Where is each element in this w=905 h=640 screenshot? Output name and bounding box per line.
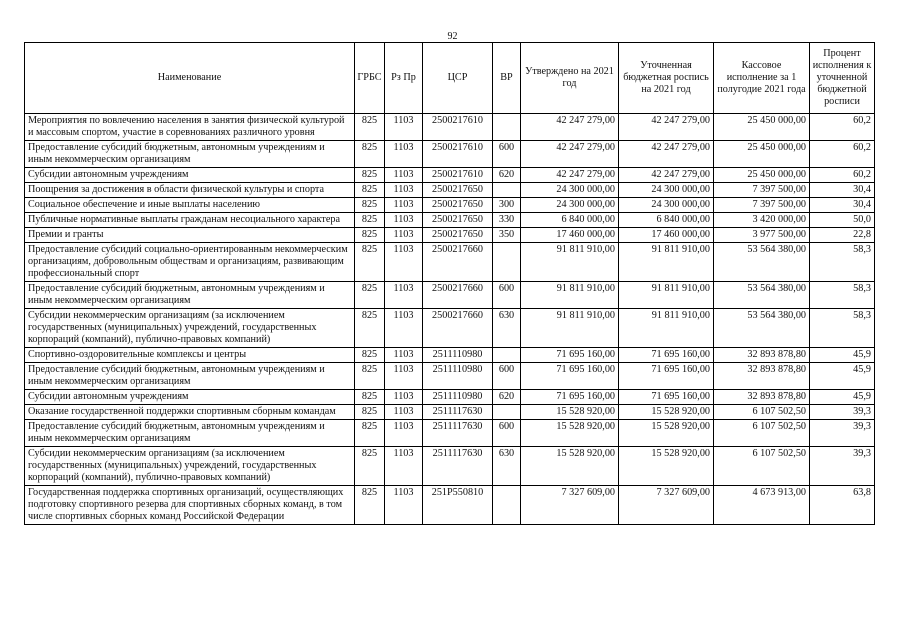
row-grbs: 825 (355, 486, 385, 525)
row-cash: 7 397 500,00 (714, 198, 810, 213)
row-percent: 45,9 (810, 348, 875, 363)
row-name: Оказание государственной поддержки спортивным сборным командам (25, 405, 355, 420)
row-name: Спортивно-оздоровительные комплексы и центры (25, 348, 355, 363)
row-refined: 15 528 920,00 (619, 420, 714, 447)
row-cash: 32 893 878,80 (714, 363, 810, 390)
row-cash: 25 450 000,00 (714, 114, 810, 141)
row-vr (493, 243, 521, 282)
row-csr: 2500217610 (423, 114, 493, 141)
row-percent: 39,3 (810, 447, 875, 486)
row-grbs: 825 (355, 309, 385, 348)
row-grbs: 825 (355, 420, 385, 447)
table-row (25, 228, 875, 243)
row-percent: 45,9 (810, 390, 875, 405)
row-refined: 42 247 279,00 (619, 168, 714, 183)
row-vr: 620 (493, 390, 521, 405)
table-row (25, 213, 875, 228)
row-approved: 15 528 920,00 (521, 420, 619, 447)
table-row (25, 309, 875, 348)
table-row (25, 183, 875, 198)
row-refined: 91 811 910,00 (619, 282, 714, 309)
row-name: Государственная поддержка спортивных организаций, осуществляющих подготовку спортивного резерва для спортивных сборных команд, в том числе спортивных сборных команд Российской Федерации (25, 486, 355, 525)
row-rzpr: 1103 (385, 405, 423, 420)
row-name: Предоставление субсидий бюджетным, автономным учреждениям и иным некоммерческим организациям (25, 363, 355, 390)
row-csr: 2511117630 (423, 447, 493, 486)
header-vr: ВР (493, 43, 521, 114)
row-csr: 2500217650 (423, 213, 493, 228)
row-approved: 71 695 160,00 (521, 348, 619, 363)
row-cash: 7 397 500,00 (714, 183, 810, 198)
row-refined: 24 300 000,00 (619, 183, 714, 198)
row-approved: 24 300 000,00 (521, 183, 619, 198)
row-refined: 91 811 910,00 (619, 243, 714, 282)
row-name: Субсидии автономным учреждениям (25, 168, 355, 183)
row-percent: 22,8 (810, 228, 875, 243)
row-vr (493, 405, 521, 420)
row-vr: 600 (493, 282, 521, 309)
row-grbs: 825 (355, 390, 385, 405)
row-grbs: 825 (355, 114, 385, 141)
row-percent: 60,2 (810, 168, 875, 183)
row-cash: 25 450 000,00 (714, 168, 810, 183)
header-refined: Уточненная бюджетная роспись на 2021 год (619, 43, 714, 114)
row-grbs: 825 (355, 213, 385, 228)
table-row (25, 198, 875, 213)
header-csr: ЦСР (423, 43, 493, 114)
row-cash: 53 564 380,00 (714, 282, 810, 309)
row-approved: 42 247 279,00 (521, 141, 619, 168)
row-cash: 6 107 502,50 (714, 405, 810, 420)
row-percent: 39,3 (810, 420, 875, 447)
row-approved: 71 695 160,00 (521, 390, 619, 405)
row-rzpr: 1103 (385, 198, 423, 213)
row-csr: 2511110980 (423, 348, 493, 363)
row-approved: 17 460 000,00 (521, 228, 619, 243)
header-name: Наименование (25, 43, 355, 114)
row-rzpr: 1103 (385, 309, 423, 348)
row-approved: 24 300 000,00 (521, 198, 619, 213)
row-vr: 330 (493, 213, 521, 228)
row-grbs: 825 (355, 348, 385, 363)
row-csr: 2500217610 (423, 168, 493, 183)
row-approved: 71 695 160,00 (521, 363, 619, 390)
row-vr (493, 486, 521, 525)
row-name: Социальное обеспечение и иные выплаты населению (25, 198, 355, 213)
table-row (25, 348, 875, 363)
row-percent: 58,3 (810, 309, 875, 348)
table-row (25, 243, 875, 282)
row-cash: 32 893 878,80 (714, 390, 810, 405)
row-rzpr: 1103 (385, 447, 423, 486)
row-approved: 91 811 910,00 (521, 243, 619, 282)
row-csr: 2511110980 (423, 363, 493, 390)
row-percent: 45,9 (810, 363, 875, 390)
row-refined: 71 695 160,00 (619, 390, 714, 405)
row-rzpr: 1103 (385, 390, 423, 405)
row-vr: 630 (493, 447, 521, 486)
row-refined: 91 811 910,00 (619, 309, 714, 348)
row-refined: 71 695 160,00 (619, 348, 714, 363)
row-percent: 60,2 (810, 114, 875, 141)
row-name: Мероприятия по вовлечению населения в занятия физической культурой и массовым спортом, участие в соревнованиях различного уровня (25, 114, 355, 141)
row-name: Предоставление субсидий бюджетным, автономным учреждениям и иным некоммерческим организациям (25, 282, 355, 309)
row-csr: 2500217650 (423, 228, 493, 243)
table-row (25, 447, 875, 486)
row-csr: 2500217650 (423, 183, 493, 198)
row-cash: 53 564 380,00 (714, 243, 810, 282)
row-percent: 58,3 (810, 282, 875, 309)
row-rzpr: 1103 (385, 114, 423, 141)
table-row (25, 486, 875, 525)
row-rzpr: 1103 (385, 183, 423, 198)
row-grbs: 825 (355, 447, 385, 486)
row-grbs: 825 (355, 198, 385, 213)
row-percent: 60,2 (810, 141, 875, 168)
row-approved: 15 528 920,00 (521, 405, 619, 420)
row-vr (493, 183, 521, 198)
row-approved: 6 840 000,00 (521, 213, 619, 228)
row-rzpr: 1103 (385, 420, 423, 447)
row-refined: 42 247 279,00 (619, 141, 714, 168)
row-refined: 15 528 920,00 (619, 447, 714, 486)
row-vr: 620 (493, 168, 521, 183)
row-name: Субсидии автономным учреждениям (25, 390, 355, 405)
row-csr: 2500217610 (423, 141, 493, 168)
row-vr (493, 114, 521, 141)
row-cash: 6 107 502,50 (714, 420, 810, 447)
row-percent: 30,4 (810, 198, 875, 213)
row-grbs: 825 (355, 141, 385, 168)
row-cash: 6 107 502,50 (714, 447, 810, 486)
row-rzpr: 1103 (385, 168, 423, 183)
row-cash: 3 420 000,00 (714, 213, 810, 228)
row-rzpr: 1103 (385, 348, 423, 363)
row-vr: 600 (493, 363, 521, 390)
row-grbs: 825 (355, 228, 385, 243)
row-rzpr: 1103 (385, 213, 423, 228)
row-grbs: 825 (355, 282, 385, 309)
row-grbs: 825 (355, 363, 385, 390)
row-vr: 300 (493, 198, 521, 213)
row-approved: 42 247 279,00 (521, 168, 619, 183)
row-vr (493, 348, 521, 363)
row-csr: 2511117630 (423, 420, 493, 447)
row-vr: 630 (493, 309, 521, 348)
table-row (25, 282, 875, 309)
header-grbs: ГРБС (355, 43, 385, 114)
row-rzpr: 1103 (385, 282, 423, 309)
row-refined: 71 695 160,00 (619, 363, 714, 390)
row-percent: 30,4 (810, 183, 875, 198)
table-row (25, 390, 875, 405)
row-approved: 91 811 910,00 (521, 282, 619, 309)
row-percent: 50,0 (810, 213, 875, 228)
row-csr: 251P550810 (423, 486, 493, 525)
table-row (25, 141, 875, 168)
row-name: Субсидии некоммерческим организациям (за исключением государственных (муниципальных) учреждений, государственных корпораций (компаний), публично-правовых компаний) (25, 447, 355, 486)
row-approved: 7 327 609,00 (521, 486, 619, 525)
row-refined: 6 840 000,00 (619, 213, 714, 228)
row-name: Премии и гранты (25, 228, 355, 243)
row-percent: 58,3 (810, 243, 875, 282)
table-row (25, 420, 875, 447)
row-cash: 53 564 380,00 (714, 309, 810, 348)
table-row (25, 168, 875, 183)
row-percent: 39,3 (810, 405, 875, 420)
row-name: Предоставление субсидий социально-ориентированным некоммерческим организациям, добровольным обществам и организациям, развивающим профессиональный спорт (25, 243, 355, 282)
row-vr: 600 (493, 141, 521, 168)
row-rzpr: 1103 (385, 141, 423, 168)
header-cash: Кассовое исполнение за 1 полугодие 2021 года (714, 43, 810, 114)
row-rzpr: 1103 (385, 243, 423, 282)
budget-table (24, 42, 875, 525)
row-approved: 91 811 910,00 (521, 309, 619, 348)
header-approved: Утверждено на 2021 год (521, 43, 619, 114)
table-row (25, 363, 875, 390)
row-csr: 2511117630 (423, 405, 493, 420)
row-rzpr: 1103 (385, 486, 423, 525)
row-grbs: 825 (355, 243, 385, 282)
row-refined: 17 460 000,00 (619, 228, 714, 243)
header-percent: Процент исполнения к уточненной бюджетной росписи (810, 43, 875, 114)
row-percent: 63,8 (810, 486, 875, 525)
row-name: Предоставление субсидий бюджетным, автономным учреждениям и иным некоммерческим организациям (25, 420, 355, 447)
row-refined: 42 247 279,00 (619, 114, 714, 141)
row-rzpr: 1103 (385, 228, 423, 243)
row-vr: 600 (493, 420, 521, 447)
row-refined: 7 327 609,00 (619, 486, 714, 525)
row-cash: 32 893 878,80 (714, 348, 810, 363)
row-grbs: 825 (355, 168, 385, 183)
row-csr: 2500217660 (423, 243, 493, 282)
row-cash: 25 450 000,00 (714, 141, 810, 168)
row-csr: 2511110980 (423, 390, 493, 405)
row-approved: 15 528 920,00 (521, 447, 619, 486)
header-row (25, 43, 875, 114)
row-csr: 2500217660 (423, 309, 493, 348)
row-rzpr: 1103 (385, 363, 423, 390)
row-refined: 24 300 000,00 (619, 198, 714, 213)
row-grbs: 825 (355, 183, 385, 198)
table-row (25, 114, 875, 141)
row-name: Поощрения за достижения в области физической культуры и спорта (25, 183, 355, 198)
row-grbs: 825 (355, 405, 385, 420)
row-csr: 2500217660 (423, 282, 493, 309)
row-name: Предоставление субсидий бюджетным, автономным учреждениям и иным некоммерческим организациям (25, 141, 355, 168)
row-vr: 350 (493, 228, 521, 243)
row-name: Публичные нормативные выплаты гражданам несоциального характера (25, 213, 355, 228)
header-rzpr: Рз Пр (385, 43, 423, 114)
row-cash: 3 977 500,00 (714, 228, 810, 243)
row-refined: 15 528 920,00 (619, 405, 714, 420)
row-cash: 4 673 913,00 (714, 486, 810, 525)
page-number: 92 (447, 31, 458, 42)
row-approved: 42 247 279,00 (521, 114, 619, 141)
row-csr: 2500217650 (423, 198, 493, 213)
table-row (25, 405, 875, 420)
row-name: Субсидии некоммерческим организациям (за исключением государственных (муниципальных) учреждений, государственных корпораций (компаний), публично-правовых компаний) (25, 309, 355, 348)
